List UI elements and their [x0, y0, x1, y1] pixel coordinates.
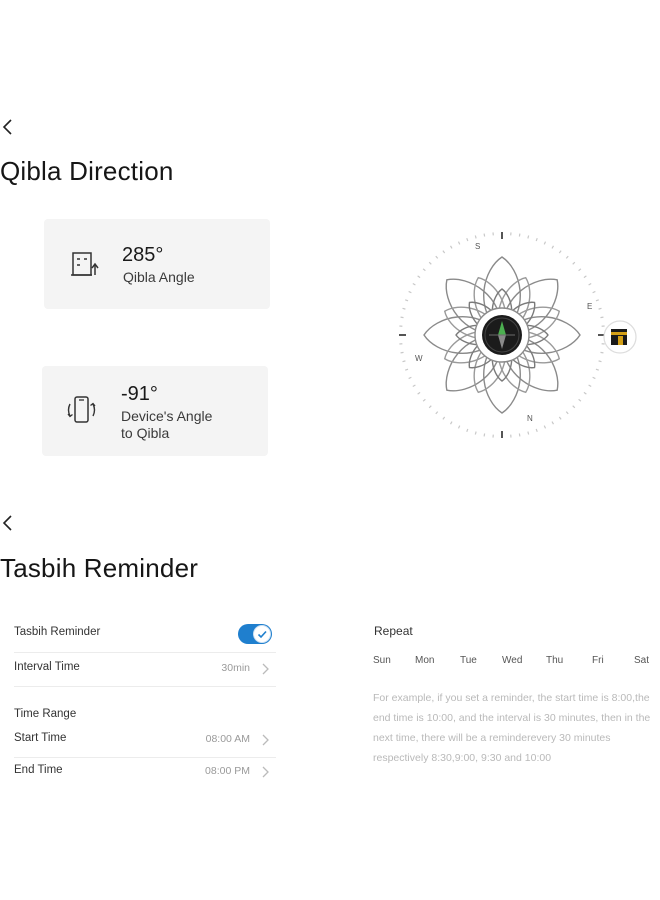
device-angle-card [42, 366, 268, 456]
interval-time-value: 30min [221, 662, 250, 674]
day-mon[interactable]: Mon [415, 655, 435, 666]
time-range-label: Time Range [14, 708, 77, 720]
end-time-row[interactable] [14, 756, 276, 788]
repeat-label: Repeat [374, 624, 413, 638]
compass-letter-s: S [475, 242, 481, 251]
compass-needle-icon [482, 315, 522, 355]
qibla-compass [395, 225, 645, 445]
chevron-left-icon [0, 512, 18, 534]
day-fri[interactable]: Fri [592, 655, 604, 666]
tasbih-title: Tasbih Reminder [0, 553, 199, 583]
qibla-angle-card [44, 219, 270, 309]
start-time-row[interactable] [14, 724, 276, 756]
interval-time-row[interactable] [14, 653, 276, 685]
back-button-tasbih[interactable] [0, 512, 18, 534]
compass-letter-w: W [415, 354, 423, 363]
day-wed[interactable]: Wed [502, 655, 523, 666]
tasbih-reminder-toggle[interactable] [238, 624, 272, 644]
start-time-label: Start Time [14, 732, 67, 744]
check-icon [254, 626, 270, 642]
repeat-description: For example, if you set a reminder, the start time is 8:00,the end time is 10:00, and the interval is 30 minutes, then in the next time, there will be a reminderevery 30 minutes respectively 8:30,9:00, 9:30 and 10:00 [373, 692, 651, 764]
compass-letter-n: N [527, 414, 533, 423]
day-tue[interactable]: Tue [460, 655, 477, 666]
day-sat[interactable]: Sat [634, 655, 650, 666]
chevron-right-icon [260, 732, 270, 748]
page-title: Qibla Direction [0, 156, 174, 186]
phone-rotate-icon [64, 394, 98, 431]
qibla-angle-label: Qibla Angle [123, 269, 195, 285]
qibla-angle-value: 285° [122, 244, 164, 266]
device-angle-value: -91° [121, 383, 158, 405]
chevron-right-icon [260, 764, 270, 780]
interval-time-label: Interval Time [14, 661, 80, 673]
start-time-value: 08:00 AM [205, 733, 250, 745]
weekday-selector [373, 655, 653, 669]
device-angle-label-line2: to Qibla [121, 425, 170, 441]
chevron-left-icon [0, 116, 18, 138]
compass-letter-e: E [587, 302, 593, 311]
back-button[interactable] [0, 116, 18, 138]
tasbih-reminder-label: Tasbih Reminder [14, 626, 101, 638]
end-time-value: 08:00 PM [205, 765, 250, 777]
day-thu[interactable]: Thu [546, 655, 564, 666]
divider [14, 686, 276, 687]
building-arrow-icon [70, 249, 100, 284]
day-sun[interactable]: Sun [373, 655, 391, 666]
tasbih-reminder-row [14, 618, 276, 650]
kaaba-icon [604, 321, 636, 353]
end-time-label: End Time [14, 764, 63, 776]
chevron-right-icon [260, 661, 270, 677]
device-angle-label-line1: Device's Angle [121, 408, 213, 424]
